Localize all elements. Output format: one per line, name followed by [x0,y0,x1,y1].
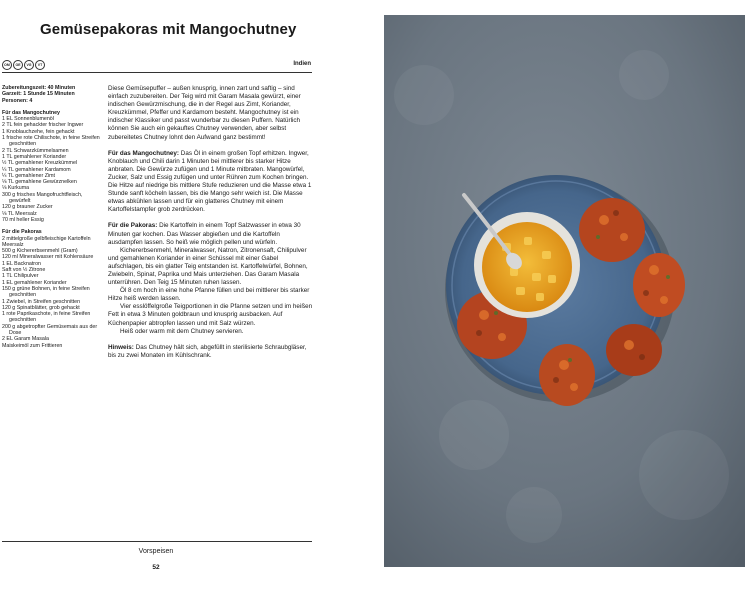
recipe-photo [384,15,745,567]
pakora-ingredient-list [2,236,100,349]
method-column [108,85,313,368]
chutney-ingredient-list [2,116,100,223]
section-name: Vorspeisen [138,548,174,555]
pakora-ingredient: 200 g abgetropfter Gemüsemais aus der Dose [2,323,98,336]
chutney-ingredient: 1 EL Sonnenblumenöl [2,116,54,123]
chutney-ingredient: ½ TL gemahlener Kreuzkümmel [2,160,78,167]
chutney-ingredients-heading: Für das Mangochutney [2,109,60,116]
servings: Personen: 4 [2,97,33,104]
chutney-method-text: Das Öl in einem großen Topf erhitzen. Ingwer, Knoblauch und Chili darin 1 Minuten bei mittlerer bis starker Hitze anbraten. Die Gewürze zufügen und 1 Minute mitbraten. Mangowürfel, Zucker, Salz und Essig zufügen und unter Rühren zum Kochen bringen. Die Hitze auf niedrige bis mittlere Stufe reduzieren und die Masse etwa 1 Stunde sanft köcheln lassen, bis die Mango sehr weich ist. Die Masse etwas abkühlen lassen und für ein glatteres Chutney mit einem Kartoffelstampfer grob zerdrücken. [108,149,312,214]
pakora-ingredient: 120 g Spinatblätter, grob gehackt [2,304,80,311]
badge-icon: OE [13,60,23,70]
pakora-method-step-3: Öl 8 cm hoch in eine hohe Pfanne füllen und bei mittlerer bis starker Hitze heiß werden lassen. [108,287,310,303]
pakora-method [108,222,313,246]
prep-time: Zubereitungszeit: 40 Minuten [2,85,76,91]
pakora-ingredient: Saft von ½ Zitrone [2,267,46,274]
pakora-ingredient: 1 EL gemahlener Koriander [2,279,67,286]
badge-icon: VG [24,60,34,70]
pakora-method-step-5: Heiß oder warm mit dem Chutney servieren. [120,327,244,335]
pakora-ingredient: 1 TL Chilipulver [2,273,39,280]
chutney-ingredient: ¼ TL gemahlener Kardamom [2,166,71,173]
header-divider [2,72,312,73]
chutney-method [108,150,313,215]
pakora-ingredients-heading: Für die Pakoras [2,229,42,236]
pakora-method-text: Die Kartoffeln in einem Topf Salzwasser in etwa 30 Minuten gar kochen. Das Wasser abgießen und die Kartoffeln ausdampfen lassen. So heiß wie möglich pellen und würfeln. [108,222,301,246]
chutney-ingredient: 1 Knoblauchzehe, fein gehackt [2,128,75,135]
pakora-ingredient: Meersalz [2,241,24,248]
pakora-method-step-4: Vier esslöffelgroße Teigportionen in die Pfanne setzen und im heißen Fett in etwa 3 Minuten goldbraun und knusprig ausbacken. Auf Küchenpapier abtropfen lassen und mit Salz würzen. [108,303,313,327]
pakora-method-label: Für die Pakoras: [108,222,158,230]
chutney-method-label: Für das Mangochutney: [108,149,180,157]
pakora-ingredient: 1 rote Paprikaschote, in feine Streifen geschnitten [2,311,91,324]
chutney-ingredient: ⅛ TL gemahlene Gewürznelken [2,179,77,186]
cook-time: Garzeit: 1 Stunde 15 Minuten [2,91,75,98]
pakora-ingredient: 500 g Kichererbsenmehl (Gram) [2,248,78,255]
chutney-ingredient: ¼ TL gemahlener Zimt [2,172,55,179]
badge-icon: VT [35,60,45,70]
intro-paragraph: Diese Gemüsepuffer – außen knusprig, innen zart und saftig – sind einfach zuzubereiten. Der Teig wird mit Garam Masala gewürzt, einer indischen Gewürzmischung, die in der Regel aus Zimt, Koriander, Kreuzkümmel, Pfeffer und Kardamom besteht. Mangochutney ist ein indischer Klassiker und passt wunderbar zu diesen Puffern. Natürlich können Sie auch ein gekauftes Chutney verwenden, aber selbst zubereitetes Chutney lohnt den Aufwand ganz bestimmt! [108,85,301,141]
footer-divider [2,541,312,542]
chutney-ingredient: ⅛ TL Meersalz [2,210,37,217]
chutney-ingredient: 1 TL gemahlener Koriander [2,153,67,160]
left-page [0,0,372,596]
tip-text: Das Chutney hält sich, abgefüllt in sterilisierte Schraubgläser, bis zu zwei Monaten im Kühlschrank. [108,343,307,359]
page-number: 52 [152,564,160,571]
pakora-ingredient: 2 mittelgroße gelbfleischige Kartoffeln [2,235,91,242]
chutney-ingredient: 2 TL Schwarzkümmelsamen [2,147,69,154]
chutney-ingredient: 300 g frisches Mangofruchtfleisch, gewürfelt [2,191,83,205]
chutney-ingredient: ⅛ Kurkuma [2,185,30,192]
pakora-ingredient: 1 Zwiebel, in Streifen geschnitten [2,298,81,305]
pakora-ingredient: 2 EL Garam Masala [2,336,49,343]
pakora-ingredient: 1 EL Backnatron [2,260,41,267]
chutney-ingredient: 1 frische rote Chilischote, in feine Streifen geschnitten [2,135,100,148]
diet-badges [2,60,45,70]
recipe-title: Gemüsepakoras mit Mangochutney [40,21,297,38]
pakora-ingredient: 150 g grüne Bohnen, in feine Streifen geschnitten [2,285,90,299]
pakora-ingredient: 120 ml Mineralwasser mit Kohlensäure [2,254,94,261]
chutney-ingredient: 70 ml heller Essig [2,216,44,223]
tip-label: Hinweis: [108,343,134,351]
chutney-ingredient: 120 g brauner Zucker [2,204,53,211]
ingredients-column [2,85,100,349]
tip-paragraph [108,344,313,360]
pakora-ingredient: Maiskeimöl zum Frittieren [2,342,63,349]
badge-icon: OM [2,60,12,70]
pakora-method-step-2: Kichererbsenmehl, Mineralwasser, Natron, Zitronensaft, Chilipulver und gemahlenen Koriander in einer Schüssel mit einer Gabel aufschlagen, bis ein glatter Teig entstanden ist. Kartoffelwürfel, Bohnen, Zwiebeln, Spinat, Paprika und Mais unterziehen. Das Garam Masala unterrühren. Den Teig 15 Minuten ruhen lassen. [108,246,308,287]
region-label: Indien [293,61,311,67]
chutney-ingredient: 2 TL fein gehackter frischer Ingwer [2,122,84,129]
